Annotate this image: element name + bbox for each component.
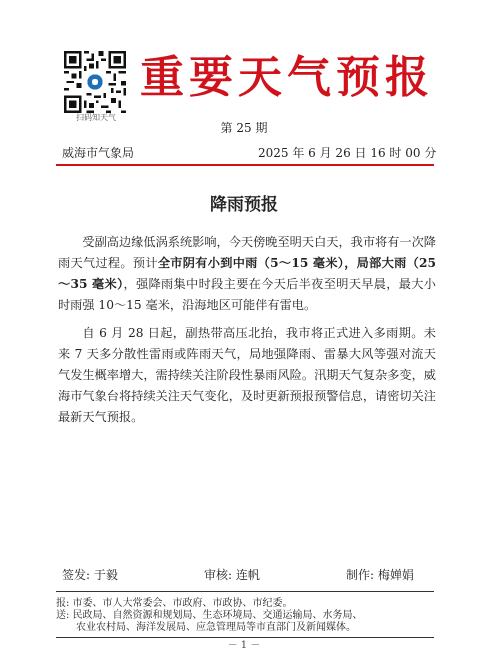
- issue-datetime: 2025 年 6 月 26 日 16 时 00 分: [258, 146, 437, 160]
- signer: 签发: 于毅: [62, 568, 118, 582]
- maker: 制作: 梅婵娟: [346, 568, 414, 582]
- issue-number: 第 25 期: [220, 121, 268, 135]
- reviewer: 审核: 连帆: [204, 568, 260, 582]
- qr-caption: 扫码知天气: [76, 113, 116, 122]
- article-title: 降雨预报: [210, 195, 278, 215]
- paragraph-2: 自 6 月 28 日起，副热带高压北抬，我市将正式进入多雨期。未来 7 天多分散性雷雨或阵雨天气，局地强降雨、雷暴大风等强对流天气发生概率增大，需持续关注阶段性暴雨风险。汛期天气复杂多变，威海市气象台将持续关注天气变化，及时更新预报预警信息，请密切关注最新天气预报。: [58, 326, 436, 424]
- distribution-report-to: 报: 市委、市人大常委会、市政府、市政协、市纪委。: [56, 598, 293, 609]
- distribution-send-to-cont: 农业农村局、海洋发展局、应急管理局等市直部门及新闻媒体。: [56, 622, 356, 633]
- issuing-agency: 威海市气象局: [62, 146, 135, 160]
- footer-divider: [56, 591, 434, 592]
- paragraph-1-tail: ，强降雨集中时段主要在今天后半夜至明天早晨，最大小时雨强 10～15 毫米，沿海地区可能伴有雷电。: [58, 277, 436, 312]
- paragraph-1: [58, 232, 436, 316]
- bottom-divider: [56, 637, 434, 638]
- page-number: － 1 －: [227, 640, 261, 651]
- paragraph-1-lead: 受副高边缘低涡系统影响，今天傍晚至明天白天，我市将有一次降雨天气过程。预计: [58, 235, 436, 270]
- article-body: [58, 232, 436, 435]
- header-divider: [56, 164, 434, 166]
- qr-code-icon: [64, 51, 126, 113]
- masthead-title: 重要天气预报: [140, 52, 434, 103]
- distribution-send-to: 送: 民政局、自然资源和规划局、生态环境局、交通运输局、水务局、: [56, 610, 363, 621]
- paragraph-1-highlight: 全市阴有小到中雨（5～15 毫米），局部大雨（25～35 毫米）: [58, 256, 437, 291]
